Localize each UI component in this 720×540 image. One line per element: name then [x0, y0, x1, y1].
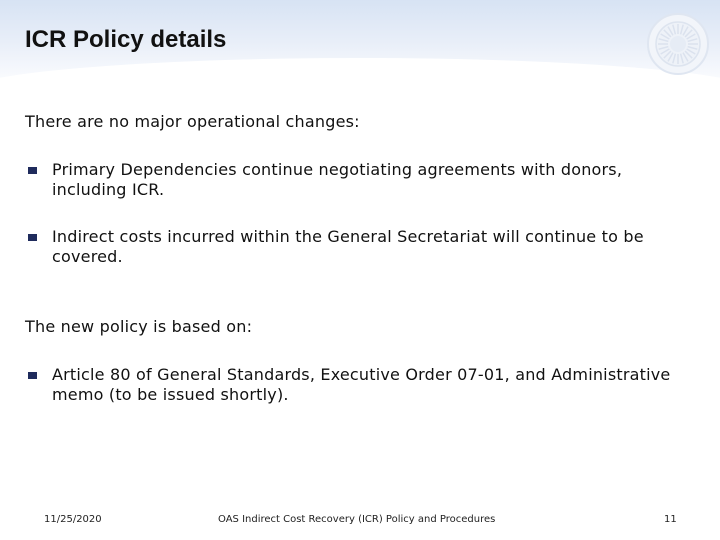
footer-page-number: 11 [664, 514, 677, 525]
bullet-square-icon [28, 167, 37, 174]
bullet-text: Article 80 of General Standards, Executive Order 07-01, and Administrative memo (to be issued shortly). [52, 365, 671, 404]
slide-title: ICR Policy details [25, 26, 227, 53]
footer-caption: OAS Indirect Cost Recovery (ICR) Policy and Procedures [218, 514, 496, 525]
bullet-square-icon [28, 372, 37, 379]
bullet-text: Indirect costs incurred within the General Secretariat will continue to be covered. [52, 227, 644, 266]
bullet-square-icon [28, 234, 37, 241]
oas-seal-icon [644, 10, 712, 78]
footer-date: 11/25/2020 [44, 514, 102, 525]
intro-text-operational: There are no major operational changes: [25, 112, 360, 131]
bullet-text: Primary Dependencies continue negotiating agreements with donors, including ICR. [52, 160, 623, 199]
intro-text-policy-basis: The new policy is based on: [25, 317, 253, 336]
